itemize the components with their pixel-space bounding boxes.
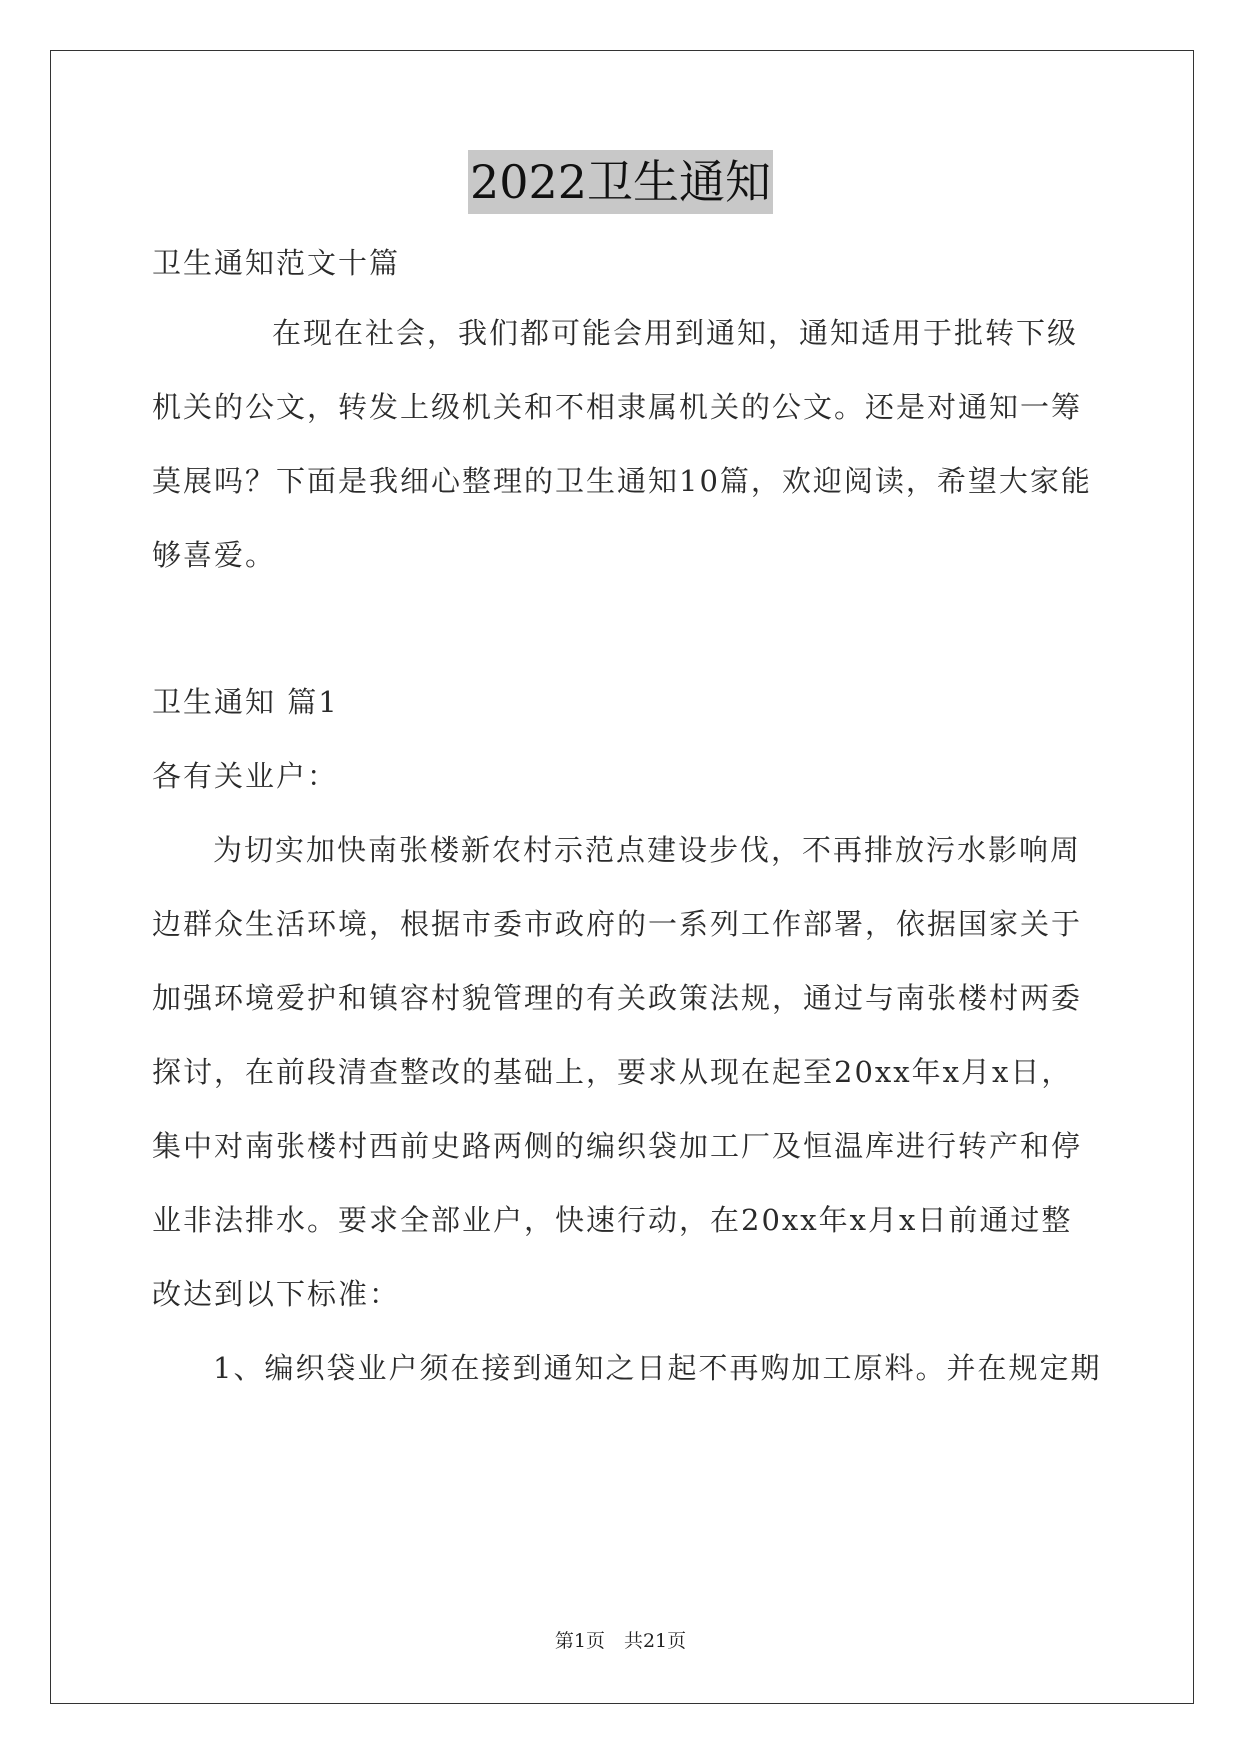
text-line: 探讨，在前段清查整改的基础上，要求从现在起至20xx年x月x日， — [152, 1055, 1073, 1089]
title-container — [0, 150, 1241, 214]
text-line: 1、编织袋业户须在接到通知之日起不再购加工原料。并在规定期 — [213, 1351, 1102, 1385]
section-heading: 卫生通知 篇1 — [152, 685, 339, 719]
document-title: 2022卫生通知 — [468, 150, 773, 214]
text-line: 边群众生活环境，根据市委市政府的一系列工作部署，依据国家关于 — [152, 907, 1083, 941]
page-footer: 第1页 共21页 — [554, 1630, 687, 1652]
page-border — [50, 50, 1194, 1704]
text-line: 机关的公文，转发上级机关和不相隶属机关的公文。还是对通知一筹 — [152, 390, 1083, 424]
text-line: 卫生通知范文十篇 — [152, 246, 401, 280]
text-line: 改达到以下标准： — [152, 1277, 401, 1311]
text-line: 为切实加快南张楼新农村示范点建设步伐，不再排放污水影响周 — [213, 833, 1082, 867]
text-line: 集中对南张楼村西前史路两侧的编织袋加工厂及恒温库进行转产和停 — [152, 1129, 1083, 1163]
text-line: 莫展吗？下面是我细心整理的卫生通知10篇，欢迎阅读，希望大家能 — [152, 464, 1092, 498]
text-line: 业非法排水。要求全部业户，快速行动，在20xx年x月x日前通过整 — [152, 1203, 1073, 1237]
text-line: 各有关业户： — [152, 759, 339, 793]
text-line: 在现在社会，我们都可能会用到通知，通知适用于批转下级 — [272, 316, 1079, 350]
text-line: 够喜爱。 — [152, 538, 277, 572]
text-line: 加强环境爱护和镇容村貌管理的有关政策法规，通过与南张楼村两委 — [152, 981, 1083, 1015]
